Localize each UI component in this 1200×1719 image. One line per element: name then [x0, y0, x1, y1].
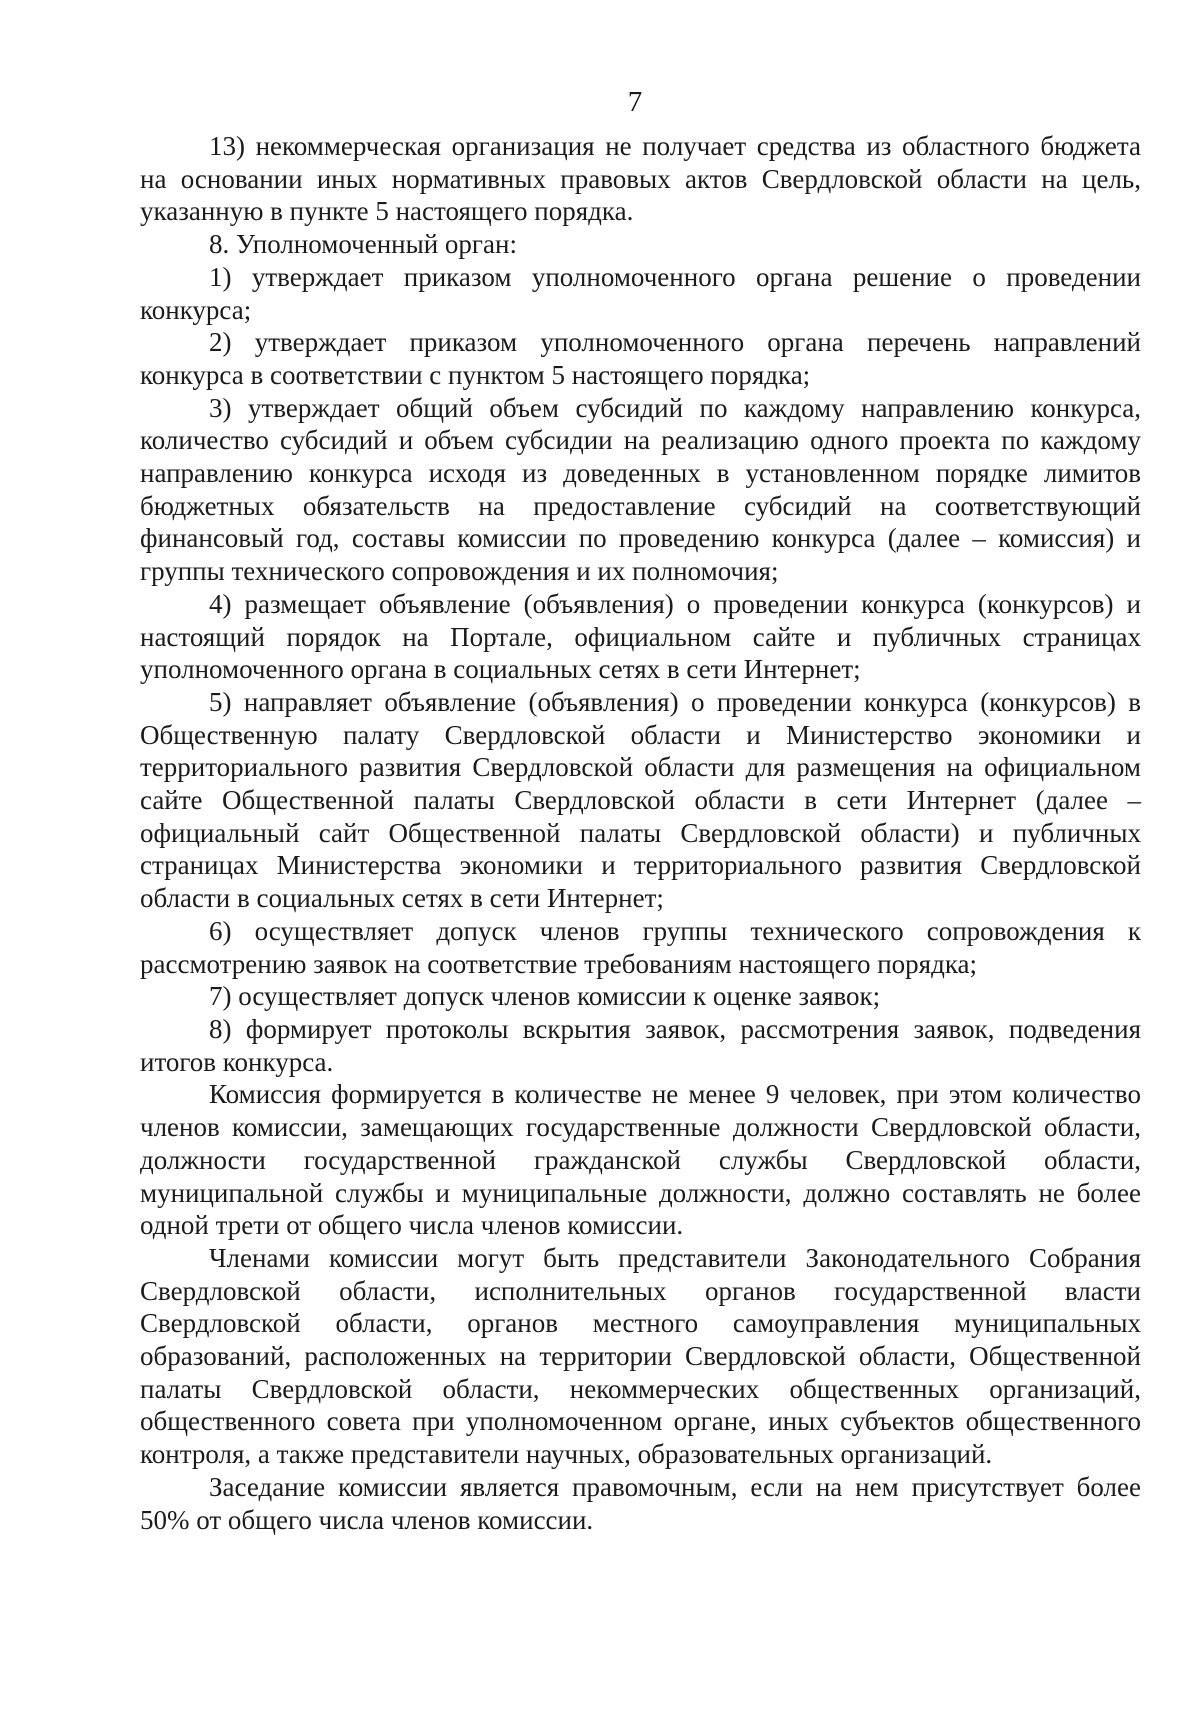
paragraph-quorum: Заседание комиссии является правомочным, если на нем присутствует более 50% от общего числа членов комиссии. — [140, 1471, 1141, 1535]
paragraph-item-8: 8) формирует протоколы вскрытия заявок, рассмотрения заявок, подведения итогов конкурса. — [140, 1013, 1141, 1077]
paragraph-commission-size: Комиссия формируется в количестве не менее 9 человек, при этом количество членов комиссии, замещающих государственные должности Свердловской области, должности государственной гражданской службы Свердловской области, муниципальной службы и муниципальные должности, должно составлять не более одной трети от общего числа членов комиссии. — [140, 1079, 1141, 1241]
paragraph-item-4: 4) размещает объявление (объявления) о проведении конкурса (конкурсов) и настоящий порядок на Портале, официальном сайте и публичных страницах уполномоченного органа в социальных сетях в сети Интернет; — [140, 588, 1141, 685]
paragraph-item-7: 7) осуществляет допуск членов комиссии к оценке заявок; — [209, 981, 881, 1012]
document-body — [140, 130, 1141, 1536]
paragraph-item-6: 6) осуществляет допуск членов группы технического сопровождения к рассмотрению заявок на соответствие требованиям настоящего порядка; — [140, 915, 1141, 979]
page-number: 7 — [627, 86, 643, 118]
paragraph-section-8-heading: 8. Уполномоченный орган: — [209, 229, 517, 260]
paragraph-item-13: 13) некоммерческая организация не получает средства из областного бюджета на основании иных нормативных правовых актов Свердловской области на цель, указанную в пункте 5 настоящего порядка. — [140, 131, 1141, 227]
paragraph-item-2: 2) утверждает приказом уполномоченного органа перечень направлений конкурса в соответствии с пунктом 5 настоящего порядка; — [140, 327, 1141, 390]
paragraph-item-1: 1) утверждает приказом уполномоченного органа решение о проведении конкурса; — [140, 261, 1141, 325]
paragraph-commission-members: Членами комиссии могут быть представители Законодательного Собрания Свердловской области, исполнительных органов государственной власти Свердловской области, органов местного самоуправления муниципальных образований, расположенных на территории Свердловской области, Общественной палаты Свердловской области, некоммерческих общественных организаций, общественного совета при уполномоченном органе, иных субъектов общественного контроля, а также представители научных, образовательных организаций. — [140, 1242, 1141, 1470]
paragraph-item-3: 3) утверждает общий объем субсидий по каждому направлению конкурса, количество субсидий и объем субсидии на реализацию одного проекта по каждому направлению конкурса исходя из доведенных в установленном порядке лимитов бюджетных обязательств на предоставление субсидий на соответствующий финансовый год, составы комиссии по проведению конкурса (далее – комиссия) и группы технического сопровождения и их полномочия; — [140, 392, 1141, 587]
paragraph-item-5: 5) направляет объявление (объявления) о проведении конкурса (конкурсов) в Общественную палату Свердловской области и Министерство экономики и территориального развития Свердловской области для размещения на официальном сайте Общественной палаты Свердловской области в сети Интернет (далее – официальный сайт Общественной палаты Свердловской области) и публичных страницах Министерства экономики и территориального развития Свердловской области в социальных сетях в сети Интернет; — [140, 686, 1141, 914]
